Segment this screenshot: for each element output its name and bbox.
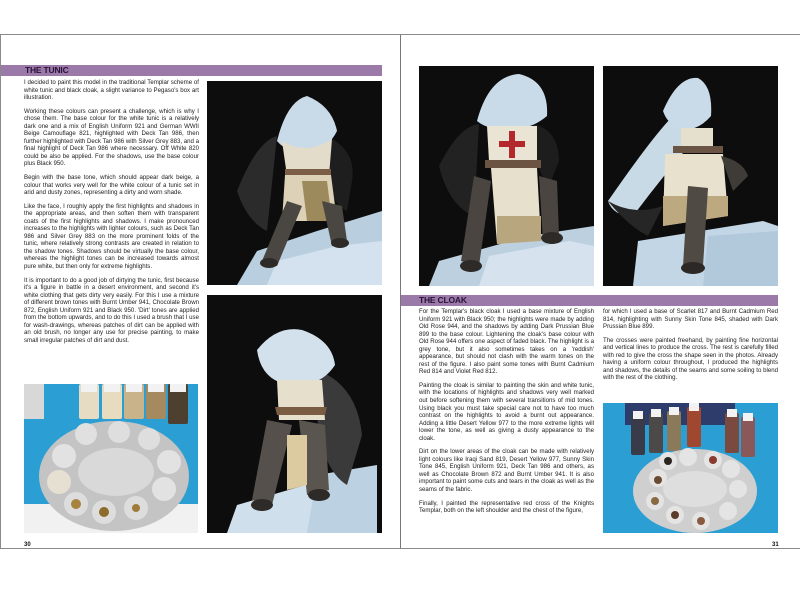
book-spread bbox=[0, 34, 800, 549]
paragraph: For the Templar's black cloak I used a base mixture of English Uniform 921 with Black 950; the highlights were made by adding Old Rose 944, and the shadows by adding Dark Prussian Blue 899 to the base colour. Lightening the cloak's base colour with Old Rose 944 offers one aspect of faded black. The highlight is a grey tone, but it also sometimes takes on a 'reddish' appearance, but should not clash with the warm tones on the rest of the figure. I also paint some tones with Burnt Cadmium Red 814 and Violet Red 812. bbox=[419, 308, 594, 376]
figure-image bbox=[207, 81, 382, 285]
paragraph: for which I used a base of Scarlet 817 and Burnt Cadmium Red 814, highlighting with Sunny Skin Tone 845, shaded with Dark Prussian Blue 899. bbox=[603, 308, 778, 331]
section-title: THE TUNIC bbox=[25, 65, 69, 75]
photo-templar-figure-back bbox=[603, 66, 778, 286]
figure-image bbox=[603, 66, 778, 286]
paragraph: Like the face, I roughly apply the first highlights and shadows in the appropriate areas, and then soften them with transparent coats of the first highlights and shadows. I make pronounced increases to the highlights with lighter colours, such as Deck Tan 986 and Silver Grey 883 on the more prominent folds of the tunic, where relatively strong contrasts are created in relation to the shadow tones. Shadows should be virtually the base colour, whereas the highlight tones can be increased towards almost pure white, but then only for extreme highlights. bbox=[24, 202, 199, 271]
paragraph: Begin with the base tone, which should appear dark beige, a colour that works very well for the white colour of a tunic set in arid and dusty zones, representing a dirty and worn shade. bbox=[24, 174, 199, 197]
section-title: THE CLOAK bbox=[419, 295, 467, 305]
section-header-tunic bbox=[1, 65, 382, 76]
photo-paint-palette-1 bbox=[24, 384, 198, 533]
paragraph: Working these colours can present a challenge, which is why I chose them. The base colour for the white tunic is a relatively dark one and a mix of English Uniform 921 and German WWII Beige Camouflage 821, highlighted with Deck Tan 986, then further highlighted with Deck Tan 986 with Silver Grey 883, and a final highlight of Deck Tan 986 where necessary. Off White 820 could be also be applied. For the shadows, use the base colour plus Black 950. bbox=[24, 107, 200, 168]
photo-templar-figure-1 bbox=[207, 81, 382, 285]
left-page bbox=[0, 35, 400, 548]
paragraph: The crosses were painted freehand, by painting fine horizontal and vertical lines to produce the cross. The rest is carefully filled with red to give the cross the shape seen in the photos. Already having a uniform colour throughout, I produced the highlights and shadows, the details of the seams and some soiling to blend with the rest of the clothing. bbox=[603, 336, 778, 382]
palette-image bbox=[24, 384, 198, 533]
page-number: 31 bbox=[772, 542, 779, 548]
photo-templar-figure-2 bbox=[207, 295, 382, 533]
paragraph: Painting the cloak is similar to painting the skin and white tunic, with the locations of highlights and shadows very well marked out before softening them with several transitions of mid tones. Using black you must take special care not to have too much contrast on the highlights to avoid a burnt out appearance. Adding a little Desert Yellow 977 to the more extreme lights will lower the tone, as well as giving a dusty appearance to the cloak. bbox=[419, 381, 594, 442]
paragraph: Dirt on the lower areas of the cloak can be made with relatively light colours like Iraqi Sand 819, Desert Yellow 977, Sunny Skin Tone 845, English Uniform 921, Deck Tan 986 and others, as well as Chocolate Brown 872 and Burnt Umber 941. It is also important to paint some cuts and tears in the cloak as well as the seams of the fabric. bbox=[419, 448, 594, 494]
palette-image bbox=[603, 403, 778, 533]
photo-paint-palette-2 bbox=[603, 403, 778, 533]
right-page bbox=[400, 35, 800, 548]
figure-image bbox=[207, 295, 382, 533]
cloak-text-column-2 bbox=[603, 308, 778, 388]
cloak-text-column-1 bbox=[419, 308, 594, 521]
tunic-text-column bbox=[24, 79, 199, 351]
paragraph: I decided to paint this model in the traditional Templar scheme of white tunic and black cloak, a slight variance to Pegaso's box art illustration. bbox=[24, 79, 199, 102]
photo-templar-figure-front bbox=[419, 66, 594, 286]
section-header-cloak bbox=[401, 295, 778, 306]
paragraph: Finally, I painted the representative red cross of the Knights Templar, both on the left shoulder and the chest of the figure, bbox=[419, 499, 594, 515]
page-number: 30 bbox=[24, 542, 31, 548]
paragraph: It is important to do a good job of dirtying the tunic, first because it's a figure in battle in a desert environment, and second it's white clothing that gets dirty very easily. For this I use a mixture of different brown tones with Burnt Umber 941, Chocolate Brown 872, English Uniform 921 and Black 950. 'Dirt' tones are applied from the bottom upwards, and to do this I used a brush that I use for wash-drawings, whereas patches of dirt can be applied with an old brush, no longer any use for precise painting, to make small irregular patches of dirt and dust. bbox=[24, 276, 199, 344]
figure-image bbox=[419, 66, 594, 286]
